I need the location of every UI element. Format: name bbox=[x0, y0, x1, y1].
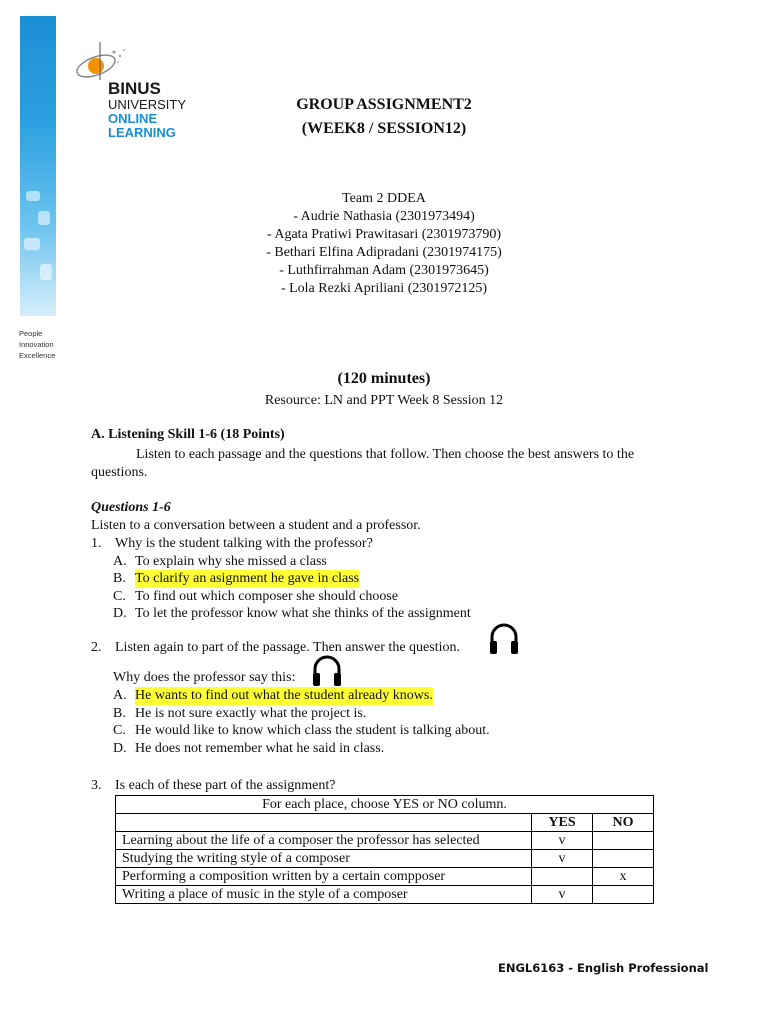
option-letter: D. bbox=[113, 606, 127, 622]
assignment-table bbox=[115, 795, 654, 904]
page-subtitle: (WEEK8 / SESSION12) bbox=[301, 120, 467, 137]
option-letter: C. bbox=[113, 588, 126, 604]
table-caption-row bbox=[116, 796, 654, 814]
question-subtext: Why does the professor say this: bbox=[113, 670, 296, 685]
table-row bbox=[116, 832, 654, 850]
instructions-line: Listen to each passage and the questions that follow. Then choose the best answers to the bbox=[136, 447, 635, 462]
team-member: - Bethari Elfina Adipradani (2301974175) bbox=[266, 245, 502, 260]
option bbox=[113, 605, 471, 623]
table-cell-yes[interactable]: v bbox=[532, 850, 593, 868]
table-cell-item: Learning about the life of a composer the professor has selected bbox=[116, 832, 532, 850]
option-text: He would like to know which class the student is talking about. bbox=[135, 723, 490, 739]
table-cell-no[interactable]: x bbox=[593, 868, 654, 886]
headphones-icon[interactable] bbox=[488, 623, 520, 662]
table-cell-yes[interactable]: v bbox=[532, 886, 593, 904]
team-member: - Lola Rezki Apriliani (2301972125) bbox=[280, 281, 488, 296]
logo-brand: BINUS bbox=[108, 79, 161, 98]
option-letter: D. bbox=[113, 740, 127, 756]
table-cell-no[interactable] bbox=[593, 886, 654, 904]
question-3 bbox=[91, 777, 335, 795]
option bbox=[113, 553, 471, 571]
option bbox=[113, 722, 490, 740]
instructions-line: questions. bbox=[91, 465, 148, 480]
option-text: He does not remember what he said in class. bbox=[135, 740, 385, 756]
team-member: - Audrie Nathasia (2301973494) bbox=[293, 209, 475, 224]
logo-university: UNIVERSITY bbox=[108, 97, 187, 112]
option-text: To let the professor know what she thinks of the assignment bbox=[135, 606, 471, 622]
page-title: GROUP ASSIGNMENT2 bbox=[296, 96, 472, 113]
duration: (120 minutes) bbox=[337, 370, 431, 387]
table-row bbox=[116, 886, 654, 904]
question-text: Why is the student talking with the professor? bbox=[115, 536, 373, 551]
question-2-sub bbox=[113, 669, 295, 687]
logo-emblem bbox=[74, 40, 134, 82]
team-name: Team 2 DDEA bbox=[342, 191, 426, 206]
option-text: He is not sure exactly what the project is. bbox=[135, 705, 367, 721]
tagline-line: Excellence bbox=[19, 351, 56, 360]
table-cell-no[interactable] bbox=[593, 850, 654, 868]
question-1 bbox=[91, 535, 471, 623]
team-member: - Luthfirrahman Adam (2301973645) bbox=[279, 263, 489, 278]
option bbox=[113, 588, 471, 606]
option-text: To explain why she missed a class bbox=[135, 553, 327, 569]
option-letter: B. bbox=[113, 705, 126, 721]
option-selected bbox=[113, 570, 471, 588]
tagline bbox=[19, 328, 55, 361]
footer-course: ENGL6163 - English Professional bbox=[498, 961, 709, 975]
option-text: He wants to find out what the student already knows. bbox=[135, 688, 433, 703]
column-no: NO bbox=[593, 814, 654, 832]
intro-text: Listen to a conversation between a student and a professor. bbox=[91, 518, 421, 533]
option-text: To clarify an asignment he gave in class bbox=[135, 571, 360, 587]
option-letter: B. bbox=[113, 571, 126, 587]
table-caption: For each place, choose YES or NO column. bbox=[116, 796, 654, 814]
option bbox=[113, 705, 490, 723]
table-cell-no[interactable] bbox=[593, 832, 654, 850]
logo-learning: LEARNING bbox=[108, 125, 176, 140]
option-letter: C. bbox=[113, 723, 126, 739]
option bbox=[113, 740, 490, 758]
table-header-row bbox=[116, 814, 654, 832]
table-row bbox=[116, 850, 654, 868]
table-cell-item: Performing a composition written by a certain compposer bbox=[116, 868, 532, 886]
question-2 bbox=[91, 639, 460, 657]
resource: Resource: LN and PPT Week 8 Session 12 bbox=[264, 393, 504, 408]
option-letter: A. bbox=[113, 553, 127, 569]
question-text: Listen again to part of the passage. Then answer the question. bbox=[115, 640, 460, 655]
tagline-line: People bbox=[19, 329, 43, 338]
team-member: - Agata Pratiwi Prawitasari (2301973790) bbox=[266, 227, 502, 242]
option-letter: A. bbox=[113, 688, 127, 703]
tagline-line: Innovation bbox=[19, 340, 54, 349]
table-cell-yes[interactable] bbox=[532, 868, 593, 886]
table-row bbox=[116, 868, 654, 886]
section-heading: A. Listening Skill 1-6 (18 Points) bbox=[91, 427, 285, 442]
table-cell-item: Studying the writing style of a composer bbox=[116, 850, 532, 868]
column-yes: YES bbox=[532, 814, 593, 832]
question-number: 1. bbox=[91, 536, 102, 551]
table-cell-yes[interactable]: v bbox=[532, 832, 593, 850]
option-text: To find out which composer she should choose bbox=[135, 588, 399, 604]
question-2-options bbox=[113, 687, 490, 757]
question-text: Is each of these part of the assignment? bbox=[115, 778, 336, 793]
table-header-empty bbox=[116, 814, 532, 832]
logo-online: ONLINE bbox=[108, 111, 158, 126]
question-number: 3. bbox=[91, 778, 102, 793]
question-number: 2. bbox=[91, 640, 102, 655]
questions-heading: Questions 1-6 bbox=[91, 500, 171, 515]
table-cell-item: Writing a place of music in the style of a composer bbox=[116, 886, 532, 904]
option-selected bbox=[113, 687, 490, 705]
